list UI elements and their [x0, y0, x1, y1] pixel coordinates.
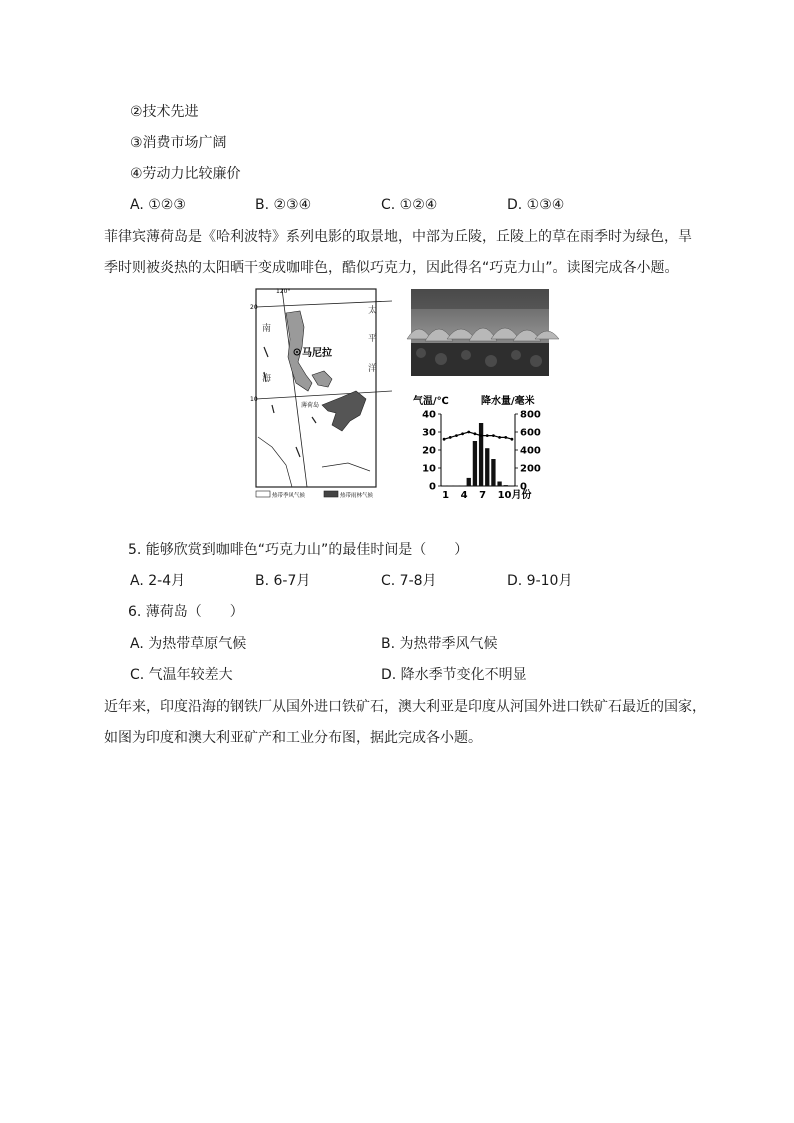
statement-4: ④劳动力比较廉价 [130, 166, 241, 182]
right-axis-label: 降水量/毫米 [481, 396, 535, 407]
precip-bar [504, 485, 508, 486]
temp-point [511, 438, 514, 441]
q6-option-c[interactable]: C. 气温年较差大 [130, 667, 233, 683]
left-tick-label: 30 [422, 427, 436, 439]
right-tick-label: 600 [520, 427, 541, 439]
prev-option-b[interactable]: B. ②③④ [255, 197, 312, 213]
q5-option-b[interactable]: B. 6-7月 [255, 573, 311, 589]
temp-point [498, 436, 501, 439]
precip-bar [473, 441, 477, 486]
left-tick-label: 10 [422, 463, 436, 475]
chocolate-hills-photo [411, 289, 549, 376]
right-tick-label: 0 [520, 481, 527, 493]
lon-label-120: 120° [276, 288, 291, 295]
sea-label-2: 海 [262, 374, 272, 384]
right-tick-label: 400 [520, 445, 541, 457]
q5-option-d[interactable]: D. 9-10月 [507, 573, 573, 589]
prev-option-a[interactable]: A. ①②③ [130, 197, 186, 213]
lat-label-10: 10 [250, 396, 258, 403]
precip-bar [497, 482, 501, 487]
right-tick-label: 800 [520, 409, 541, 421]
x-tick-label: 10月份 [497, 490, 532, 501]
temp-point [492, 434, 495, 437]
passage1-line1: 菲律宾薄荷岛是《哈利波特》系列电影的取景地，中部为丘陵，丘陵上的草在雨季时为绿色，旱 [104, 229, 692, 245]
precip-bar [479, 423, 483, 486]
passage2-line2: 如图为印度和澳大利亚矿产和工业分布图，据此完成各小题。 [104, 730, 482, 746]
ocean-label-1: 太 [368, 306, 378, 316]
temp-point [455, 434, 458, 437]
temp-point [474, 432, 477, 435]
lat-label-20: 20 [250, 304, 258, 311]
precip-bar [491, 459, 495, 486]
legend-rainforest: 热带雨林气候 [340, 493, 374, 499]
passage1-line2: 季时则被炎热的太阳晒干变成咖啡色，酷似巧克力，因此得名“巧克力山”。读图完成各小题。 [104, 260, 679, 276]
x-tick-label: 7 [479, 490, 487, 501]
island-label-bohol: 薄荷岛 [301, 402, 320, 409]
city-label-manila: 马尼拉 [302, 348, 332, 359]
q5-stem: 5. 能够欣赏到咖啡色“巧克力山”的最佳时间是（ ） [128, 542, 469, 558]
plot-area [441, 414, 515, 486]
left-tick-label: 40 [422, 409, 436, 421]
right-tick-label: 200 [520, 463, 541, 475]
prev-option-c[interactable]: C. ①②④ [381, 197, 438, 213]
philippines-map [252, 287, 399, 501]
climate-chart [411, 392, 561, 502]
left-tick-label: 20 [422, 445, 436, 457]
temp-point [461, 432, 464, 435]
temperature-line [444, 432, 512, 439]
statement-3: ③消费市场广阔 [130, 135, 227, 151]
q6-option-d[interactable]: D. 降水季节变化不明显 [381, 667, 527, 683]
temp-point [443, 438, 446, 441]
left-tick-label: 0 [429, 481, 436, 493]
statement-2: ②技术先进 [130, 104, 199, 120]
precip-bar [467, 478, 471, 486]
q6-option-b[interactable]: B. 为热带季风气候 [381, 636, 498, 652]
temp-point [486, 434, 489, 437]
q6-option-a[interactable]: A. 为热带草原气候 [130, 636, 247, 652]
ocean-label-3: 洋 [368, 364, 378, 374]
passage2-line1: 近年来，印度沿海的钢铁厂从国外进口铁矿石，澳大利亚是印度从河国外进口铁矿石最近的国家， [104, 699, 706, 715]
x-tick-label: 4 [460, 490, 468, 501]
prev-option-d[interactable]: D. ①③④ [507, 197, 565, 213]
q5-option-c[interactable]: C. 7-8月 [381, 573, 437, 589]
temp-point [467, 431, 470, 434]
legend-monsoon: 热带季风气候 [272, 493, 306, 499]
x-tick-label: 1 [442, 490, 450, 501]
temp-point [504, 436, 507, 439]
temp-point [449, 436, 452, 439]
left-axis-label: 气温/℃ [413, 396, 449, 407]
q6-stem: 6. 薄荷岛（ ） [128, 604, 244, 620]
sea-label-1: 南 [262, 324, 272, 334]
precip-bar [485, 448, 489, 486]
ocean-label-2: 平 [368, 334, 378, 344]
q5-option-a[interactable]: A. 2-4月 [130, 573, 186, 589]
temp-point [480, 434, 483, 437]
